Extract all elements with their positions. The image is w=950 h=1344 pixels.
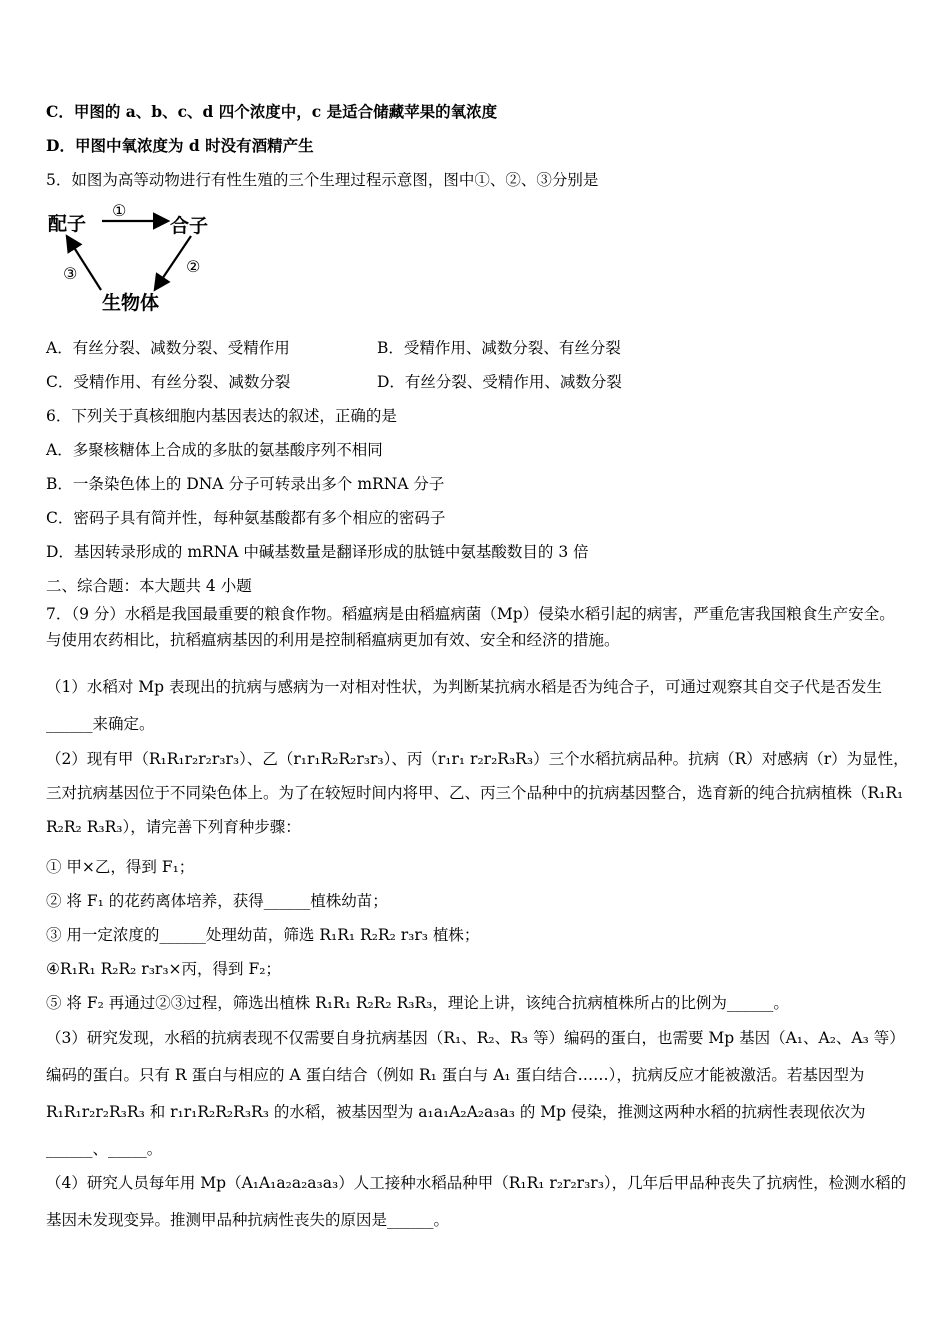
q6-option-b: B．一条染色体上的 DNA 分子可转录出多个 mRNA 分子 [46, 475, 445, 493]
q7-part-2: （2）现有甲（R₁R₁r₂r₂r₃r₃）、乙（r₁r₁R₂R₂r₃r₃）、丙（r₁r₁ r₂r₂R₃R₃）三个水稻抗病品种。抗病（R）对感病（r）为显性，三对抗病基因位于不同染色体上。为了在较短时间内将甲、乙、丙三个品种中的抗病基因整合，选育新的纯合抗病植株（R₁R₁ R₂R₂ R₃R₃），请完善下列育种步骤： [46, 750, 909, 836]
reproduction-cycle-diagram [46, 200, 221, 318]
step-1-marker: ① [112, 201, 127, 220]
q5-option-a: A．有丝分裂、减数分裂、受精作用 [46, 339, 290, 357]
section-2-heading: 二、综合题：本大题共 4 小题 [46, 577, 252, 595]
q5-option-b: B．受精作用、减数分裂、有丝分裂 [377, 339, 621, 357]
q7-step-1: ① 甲×乙，得到 F₁； [46, 858, 195, 876]
zygote-label: 合子 [170, 215, 209, 237]
q5-stem: 5．如图为高等动物进行有性生殖的三个生理过程示意图，图中①、②、③分别是 [46, 171, 599, 189]
q7-part-3: （3）研究发现，水稻的抗病表现不仅需要自身抗病基因（R₁、R₂、R₃ 等）编码的蛋白，也需要 Mp 基因（A₁、A₂、A₃ 等）编码的蛋白。只有 R 蛋白与相应的 A 蛋白结合（例如 R₁ 蛋白与 A₁ 蛋白结合……），抗病反应才能被激活。若基因型为 R₁R₁r₂r₂R₃R₃ 和 r₁r₁R₂R₂R₃R₃ 的水稻，被基因型为 a₁a₁A₂A₂a₃a₃ 的 Mp 侵染，推测这两种水稻的抗病性表现依次为______、_____。 [46, 1029, 905, 1158]
q6-option-d: D．基因转录形成的 mRNA 中碱基数量是翻译形成的肽链中氨基酸数目的 3 倍 [46, 543, 589, 561]
step-3-marker: ③ [63, 264, 78, 283]
q5-option-c: C．受精作用、有丝分裂、减数分裂 [46, 373, 291, 391]
q7-step-5: ⑤ 将 F₂ 再通过②③过程，筛选出植株 R₁R₁ R₂R₂ R₃R₃，理论上讲，该纯合抗病植株所占的比例为______。 [46, 994, 789, 1012]
q7-stem: 7．（9 分）水稻是我国最重要的粮食作物。稻瘟病是由稻瘟病菌（Mp）侵染水稻引起的病害，严重危害我国粮食生产安全。与使用农药相比，抗稻瘟病基因的利用是控制稻瘟病更加有效、安全和经济的措施。 [46, 605, 895, 649]
q7-step-4: ④R₁R₁ R₂R₂ r₃r₃×丙，得到 F₂； [46, 960, 281, 978]
step-2-marker: ② [186, 257, 201, 276]
organism-label: 生物体 [102, 292, 160, 314]
q7-part-1: （1）水稻对 Mp 表现出的抗病与感病为一对相对性状，为判断某抗病水稻是否为纯合子，可通过观察其自交子代是否发生______来确定。 [46, 678, 883, 733]
q5-option-d: D．有丝分裂、受精作用、减数分裂 [377, 373, 622, 391]
q7-part-4: （4）研究人员每年用 Mp（A₁A₁a₂a₂a₃a₃）人工接种水稻品种甲（R₁R₁ r₂r₂r₃r₃），几年后甲品种丧失了抗病性，检测水稻的基因未发现变异。推测甲品种抗病性丧失的原因是______。 [46, 1174, 907, 1229]
q4-option-c: C．甲图的 a、b、c、d 四个浓度中，c 是适合储藏苹果的氧浓度 [46, 102, 498, 121]
q7-step-2: ② 将 F₁ 的花药离体培养，获得______植株幼苗； [46, 892, 388, 910]
q6-option-c: C．密码子具有简并性，每种氨基酸都有多个相应的密码子 [46, 509, 446, 527]
q7-step-3: ③ 用一定浓度的______处理幼苗，筛选 R₁R₁ R₂R₂ r₃r₃ 植株； [46, 926, 480, 944]
gamete-label: 配子 [48, 213, 87, 235]
q6-stem: 6．下列关于真核细胞内基因表达的叙述，正确的是 [46, 407, 397, 425]
q4-option-d: D．甲图中氧浓度为 d 时没有酒精产生 [46, 136, 314, 155]
q6-option-a: A．多聚核糖体上合成的多肽的氨基酸序列不相同 [46, 441, 383, 459]
